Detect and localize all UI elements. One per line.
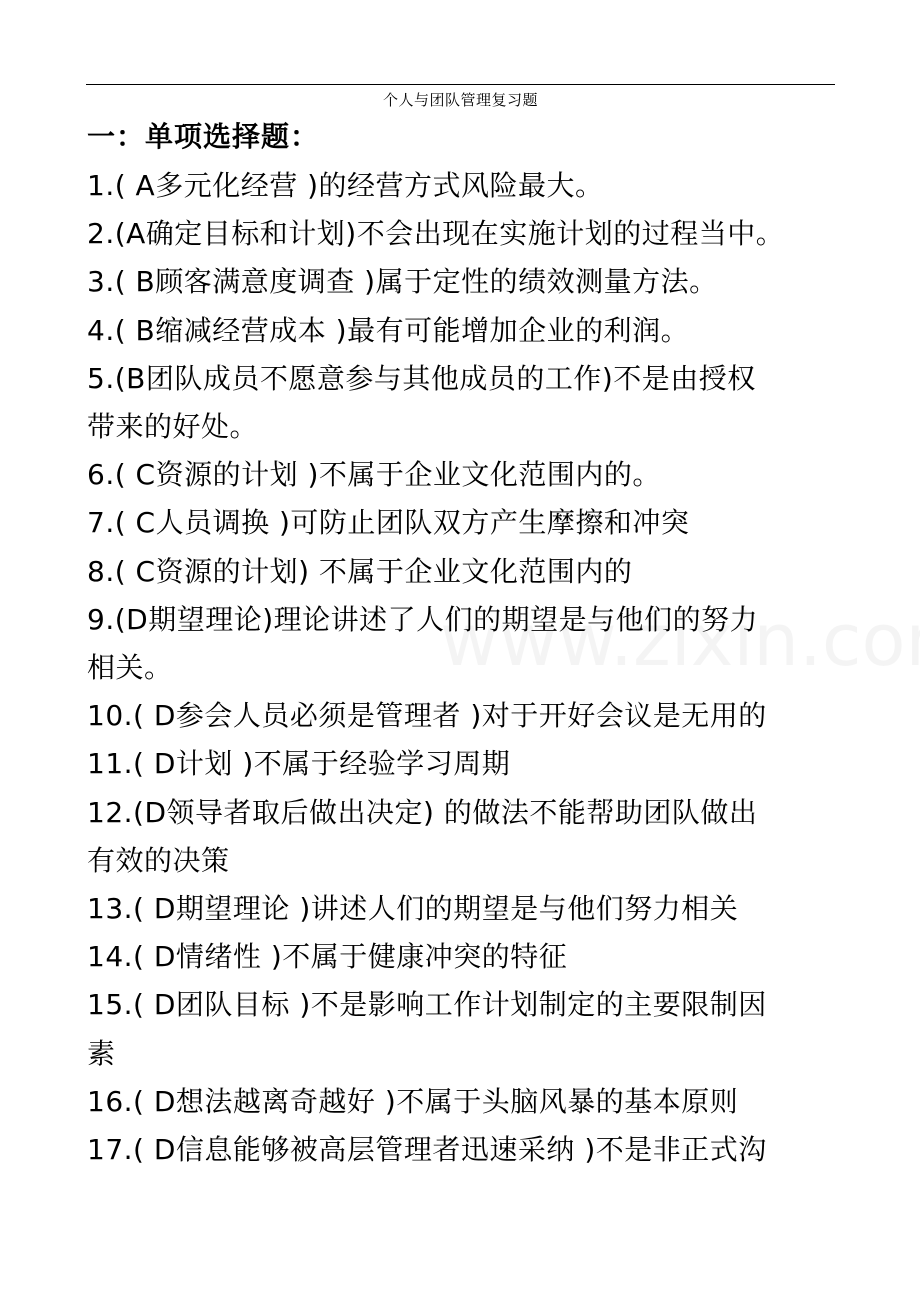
question-list	[87, 162, 847, 1174]
question-line: 相关。	[87, 651, 173, 685]
question-line: 5.(B团队成员不愿意参与其他成员的工作)不是由授权	[87, 361, 756, 395]
section-heading: 一：单项选择题：	[87, 120, 320, 153]
header-rule	[86, 84, 835, 85]
question-line: 9.(D期望理论)理论讲述了人们的期望是与他们的努力	[87, 602, 759, 636]
question-line: 有效的决策	[87, 843, 230, 877]
question-line: 8.( C资源的计划) 不属于企业文化范围内的	[87, 554, 633, 588]
question-line: 素	[87, 1036, 116, 1070]
question-line: 15.( D团队目标 )不是影响工作计划制定的主要限制因	[87, 988, 767, 1022]
question-line: 1.( A多元化经营 )的经营方式风险最大。	[87, 169, 604, 202]
question-line: 6.( C资源的计划 )不属于企业文化范围内的。	[87, 458, 661, 492]
question-line: 4.( B缩减经营成本 )最有可能增加企业的利润。	[87, 313, 690, 347]
question-line: 2.(A确定目标和计划)不会出现在实施计划的过程当中。	[87, 217, 785, 251]
question-line: 14.( D情绪性 )不属于健康冲突的特征	[87, 940, 568, 974]
question-line: 12.(D领导者取后做出决定) 的做法不能帮助团队做出	[87, 795, 758, 829]
question-line: 10.( D参会人员必须是管理者 )对于开好会议是无用的	[87, 699, 767, 733]
question-line: 13.( D期望理论 )讲述人们的期望是与他们努力相关	[87, 892, 739, 926]
question-line: 17.( D信息能够被高层管理者迅速采纳 )不是非正式沟	[87, 1133, 767, 1167]
question-line: 3.( B顾客满意度调查 )属于定性的绩效测量方法。	[87, 265, 718, 299]
question-line: 11.( D计划 )不属于经验学习周期	[87, 747, 511, 781]
question-line: 16.( D想法越离奇越好 )不属于头脑风暴的基本原则	[87, 1084, 739, 1118]
page-header-title: 个人与团队管理复习题	[382, 91, 538, 109]
question-line: 带来的好处。	[87, 410, 259, 444]
question-line: 7.( C人员调换 )可防止团队双方产生摩擦和冲突	[87, 506, 690, 540]
